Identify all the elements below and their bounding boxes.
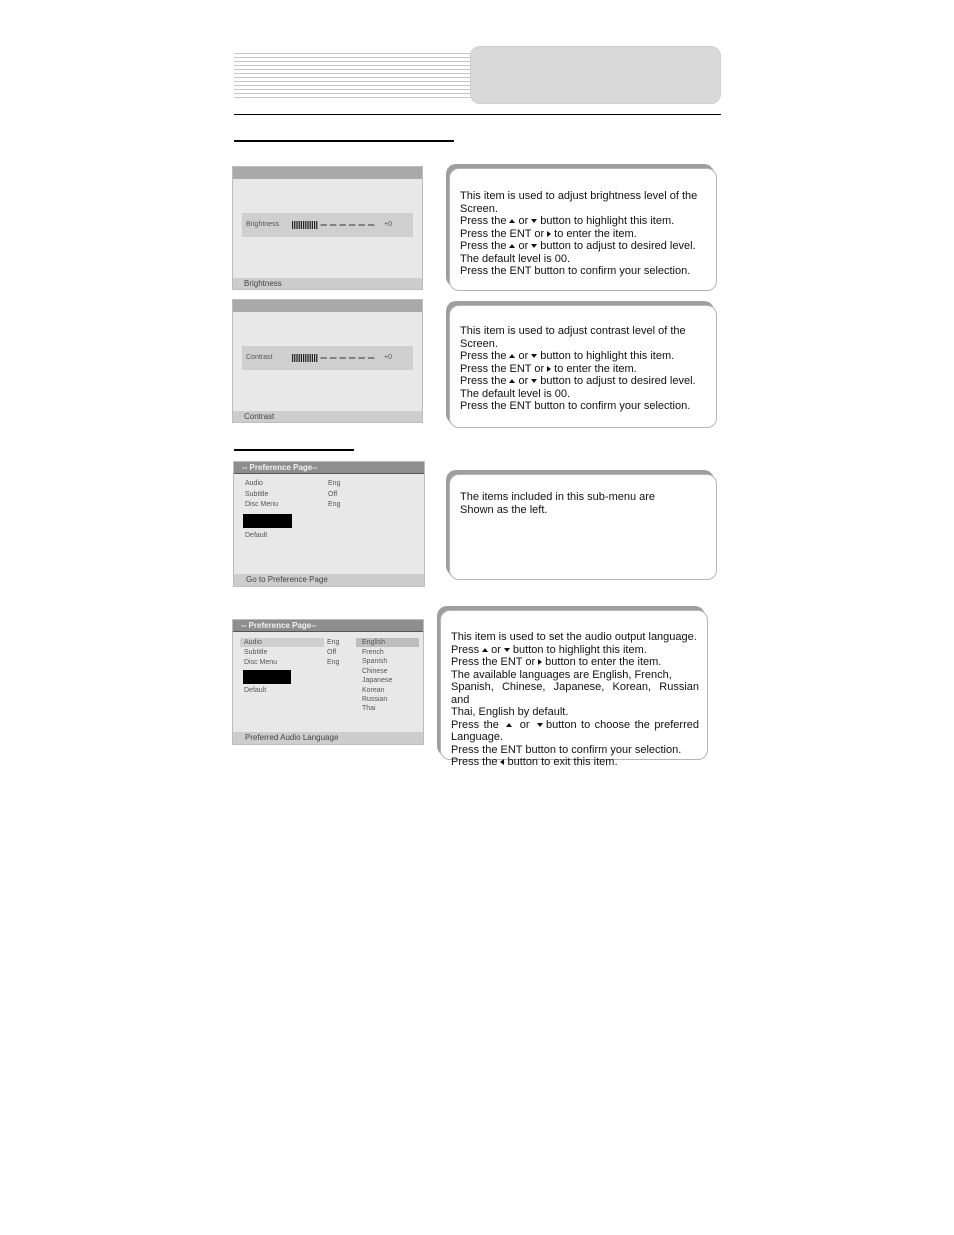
up-arrow-icon	[506, 723, 512, 727]
redacted-block	[243, 670, 291, 684]
language-option: Russian	[362, 696, 388, 703]
text-line: Press the ENT button to confirm your selection.	[460, 400, 691, 412]
language-option: French	[362, 649, 384, 656]
text-line: Press the or button to adjust to desired level.	[460, 375, 696, 387]
text-line: Screen.	[460, 337, 498, 350]
text-line: Press the or button to adjust to desired level.	[460, 240, 696, 252]
contrast-level-bar	[292, 353, 378, 363]
text-line: The default level is 00.	[460, 387, 571, 400]
level-tick	[307, 221, 308, 229]
text-line: Screen.	[460, 202, 498, 215]
language-option: Spanish	[362, 658, 388, 665]
preference-title: -- Preference Page--	[234, 462, 424, 474]
level-tick	[299, 221, 300, 229]
text-line: The items included in this sub-menu are	[460, 491, 656, 503]
up-arrow-icon	[509, 244, 515, 248]
down-arrow-icon	[537, 723, 543, 727]
level-tick	[312, 221, 313, 229]
level-dash	[330, 225, 337, 226]
text-line: Press the or button to highlight this item.	[460, 215, 675, 227]
pref-item-audio-label: Audio	[245, 480, 263, 487]
left-arrow-icon	[500, 759, 504, 765]
down-arrow-icon	[531, 379, 537, 383]
brightness-level-bar	[292, 220, 378, 230]
text-line: This item is used to adjust brightness level of the	[460, 190, 698, 202]
audio-item-subtitle-label: Subtitle	[244, 649, 268, 656]
level-tick	[307, 354, 308, 362]
brightness-label: Brightness	[246, 221, 280, 228]
text-line: The default level is 00.	[460, 252, 571, 265]
level-tick	[303, 354, 304, 362]
level-dash	[349, 358, 356, 359]
right-arrow-icon	[547, 366, 551, 372]
text-line: Press the ENT or button to enter the item.	[451, 656, 662, 668]
contrast-footer: Contrast	[233, 411, 422, 422]
brightness-value: +0	[384, 221, 392, 228]
level-tick	[296, 221, 297, 229]
audio-item-audio-label: Audio	[244, 639, 262, 646]
section-heading-underline	[234, 140, 454, 142]
level-tick	[294, 354, 295, 362]
pref-item-default: Default	[245, 532, 268, 539]
audio-language-description	[440, 610, 708, 768]
level-tick	[299, 354, 300, 362]
down-arrow-icon	[531, 244, 537, 248]
audio-item-subtitle-value: Off	[327, 649, 337, 656]
level-dash	[349, 225, 356, 226]
text-line: This item is used to set the audio output language.	[451, 631, 697, 643]
level-dash	[358, 225, 365, 226]
text-line: Press the or button to choose the preferred	[451, 718, 699, 731]
redacted-block	[243, 514, 292, 528]
pref-item-disc-menu-value: Eng	[328, 501, 341, 508]
language-option: Thai	[362, 705, 376, 712]
brightness-footer: Brightness	[233, 278, 422, 289]
language-option: Japanese	[362, 677, 393, 684]
level-tick	[303, 221, 304, 229]
header-rule	[234, 114, 721, 115]
screen-title-bar	[233, 167, 422, 179]
level-tick	[294, 221, 295, 229]
up-arrow-icon	[482, 648, 488, 652]
down-arrow-icon	[531, 354, 537, 358]
level-tick	[292, 221, 293, 229]
pref-item-subtitle-label: Subtitle	[245, 491, 269, 498]
up-arrow-icon	[509, 219, 515, 223]
right-arrow-icon	[538, 659, 542, 665]
right-arrow-icon	[547, 231, 551, 237]
preference-footer: Go to Preference Page	[234, 574, 424, 586]
text-line: Spanish, Chinese, Japanese, Korean, Russian and	[451, 681, 699, 706]
down-arrow-icon	[504, 648, 510, 652]
preference-screen	[233, 461, 425, 587]
audio-screen-footer: Preferred Audio Language	[233, 732, 423, 744]
brightness-screen	[232, 166, 423, 290]
level-tick	[314, 354, 315, 362]
section-heading-underline	[234, 449, 354, 451]
screen-title-bar	[233, 300, 422, 312]
level-tick	[310, 354, 311, 362]
level-tick	[301, 354, 302, 362]
level-tick	[316, 221, 317, 229]
level-tick	[312, 354, 313, 362]
contrast-row	[242, 346, 413, 370]
audio-item-disc-menu-label: Disc Menu	[244, 659, 278, 666]
language-option: English	[362, 639, 385, 646]
pref-item-audio-value: Eng	[328, 480, 341, 487]
text-line: Press or button to highlight this item.	[451, 643, 647, 656]
text-line: Press the ENT or to enter the item.	[460, 227, 637, 240]
text-line: Press the ENT button to confirm your selection.	[460, 265, 691, 277]
audio-item-audio-value: Eng	[327, 639, 340, 646]
level-dash	[320, 225, 327, 226]
level-tick	[296, 354, 297, 362]
level-tick	[305, 221, 306, 229]
level-dash	[368, 358, 375, 359]
level-tick	[310, 221, 311, 229]
contrast-label: Contrast	[246, 354, 273, 361]
text-line: Press the button to exit this item.	[451, 756, 618, 768]
contrast-value: +0	[384, 354, 392, 361]
text-line: Press the ENT button to confirm your selection.	[451, 743, 682, 756]
level-dash	[320, 358, 327, 359]
brightness-row	[242, 213, 413, 237]
text-line: Press the ENT or to enter the item.	[460, 362, 637, 375]
level-tick	[314, 221, 315, 229]
text-line: Thai, English by default.	[451, 706, 569, 718]
header-decor-lines	[234, 53, 474, 99]
level-dash	[339, 225, 346, 226]
up-arrow-icon	[509, 354, 515, 358]
preference-description	[449, 474, 717, 580]
text-line: Shown as the left.	[460, 503, 548, 516]
level-dash	[330, 358, 337, 359]
audio-item-disc-menu-value: Eng	[327, 659, 340, 666]
audio-item-default: Default	[244, 687, 267, 694]
audio-screen-title: -- Preference Page--	[233, 620, 423, 632]
audio-language-screen	[232, 619, 424, 745]
up-arrow-icon	[509, 379, 515, 383]
text-line: Press the or button to highlight this item.	[460, 350, 675, 362]
header-tab	[470, 46, 721, 104]
level-dash	[358, 358, 365, 359]
level-tick	[305, 354, 306, 362]
language-option: Chinese	[362, 668, 388, 675]
text-line: The available languages are English, French,	[451, 668, 672, 681]
level-dash	[339, 358, 346, 359]
brightness-description	[449, 168, 717, 291]
text-line: Language.	[451, 731, 503, 743]
contrast-description	[449, 305, 717, 428]
level-dash	[368, 225, 375, 226]
pref-item-disc-menu-label: Disc Menu	[245, 501, 279, 508]
pref-item-subtitle-value: Off	[328, 491, 338, 498]
down-arrow-icon	[531, 219, 537, 223]
language-option: Korean	[362, 687, 385, 694]
text-line: This item is used to adjust contrast level of the	[460, 325, 686, 337]
contrast-screen	[232, 299, 423, 423]
level-tick	[292, 354, 293, 362]
level-tick	[301, 221, 302, 229]
level-tick	[316, 354, 317, 362]
